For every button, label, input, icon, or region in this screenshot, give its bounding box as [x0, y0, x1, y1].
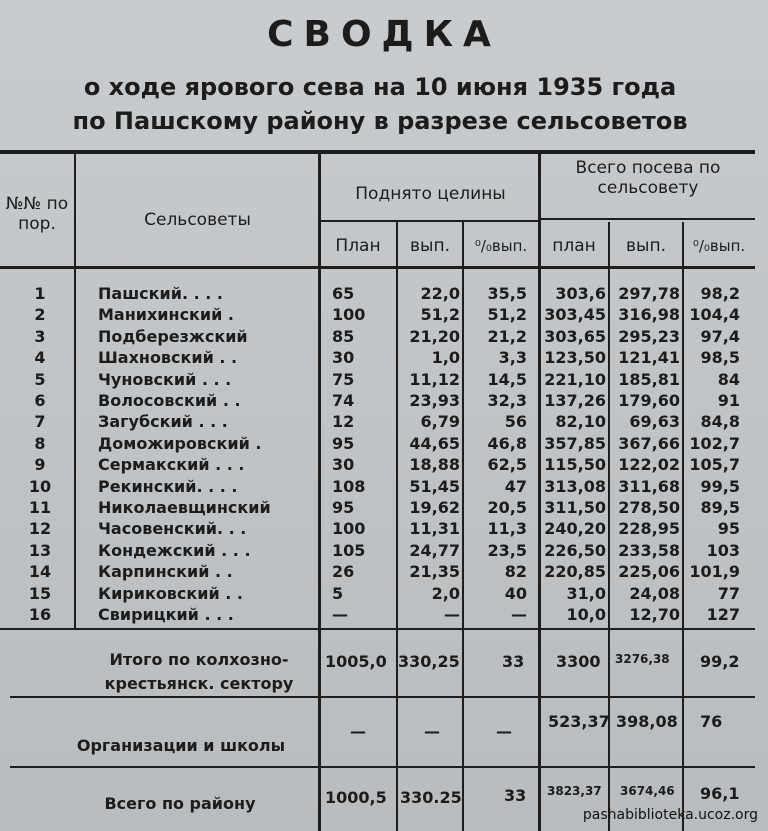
- table-row: [0, 454, 768, 475]
- cell-pct2: 101,9: [689, 562, 740, 582]
- cell-plan2: 137,26: [544, 391, 606, 410]
- header-pct2: ⁰/₀вып.: [692, 237, 746, 255]
- total2-bottom-rule: [10, 766, 755, 768]
- cell-name: Шахновский . .: [98, 348, 238, 368]
- cell-plan2: 220,85: [544, 562, 606, 582]
- total-district-vyp1: 330.25: [400, 788, 462, 807]
- cell-vyp2: 295,23: [618, 326, 680, 346]
- cell-vyp1: 11,12: [409, 369, 460, 389]
- cell-vyp2: 297,78: [618, 284, 680, 303]
- cell-pct1: —: [511, 605, 527, 624]
- cell-plan1: 12: [332, 412, 355, 432]
- cell-vyp1: 23,93: [409, 391, 460, 410]
- cell-plan2: 303,45: [544, 305, 606, 325]
- cell-plan2: 115,50: [544, 455, 606, 475]
- cell-vyp2: 233,58: [618, 540, 680, 560]
- cell-plan1: 85: [332, 326, 355, 346]
- table-row: [0, 583, 768, 604]
- cell-name: Часовенский. . .: [98, 519, 247, 539]
- cell-pct1: 56: [504, 412, 527, 432]
- cell-vyp1: 24,77: [409, 540, 460, 560]
- cell-name: Чуновский . . .: [98, 369, 232, 389]
- cell-plan2: 82,10: [555, 412, 606, 432]
- table-top-rule: [0, 150, 755, 154]
- cell-vyp2: 185,81: [618, 369, 680, 389]
- cell-pct2: 99,5: [700, 476, 740, 496]
- cell-vyp2: 228,95: [618, 519, 680, 539]
- page-subtitle: [60, 70, 700, 138]
- total-org-vyp1: —: [424, 722, 440, 741]
- total-org-plan1: —: [350, 722, 366, 741]
- cell-pct2: 98,5: [700, 348, 740, 368]
- total-kolkhoz-plan1: 1005,0: [325, 652, 387, 671]
- cell-name: Кириковский . .: [98, 583, 243, 603]
- table-row: [0, 304, 768, 325]
- cell-plan2: 240,20: [544, 519, 606, 539]
- cell-num: 16: [28, 605, 52, 624]
- cell-plan1: 108: [332, 476, 366, 496]
- cell-plan2: 311,50: [544, 498, 606, 517]
- cell-num: 3: [34, 326, 46, 346]
- cell-name: Сермакский . . .: [98, 455, 245, 475]
- cell-pct2: 103: [706, 540, 740, 560]
- cell-vyp1: 51,2: [420, 305, 460, 325]
- cell-plan1: 65: [332, 284, 355, 303]
- cell-plan2: 221,10: [544, 369, 606, 389]
- cell-name: Манихинский .: [98, 305, 234, 325]
- cell-plan1: 100: [332, 519, 366, 539]
- cell-plan1: 95: [332, 498, 355, 517]
- cell-pct2: 91: [717, 391, 740, 410]
- cell-vyp2: 121,41: [618, 348, 680, 368]
- cell-pct2: 127: [706, 605, 740, 624]
- cell-vyp2: 122,02: [618, 455, 680, 475]
- total-kolkhoz-plan2: 3300: [556, 652, 601, 671]
- table-row: [0, 476, 768, 497]
- header-vyp2: вып.: [626, 236, 666, 256]
- cell-vyp1: 18,88: [409, 455, 460, 475]
- cell-plan1: —: [332, 605, 348, 624]
- cell-num: 14: [28, 562, 52, 582]
- total-org-pct2: 76: [700, 712, 723, 731]
- cell-vyp1: 51,45: [409, 476, 460, 496]
- cell-pct2: 84,8: [700, 412, 740, 432]
- table-row: [0, 326, 768, 347]
- cell-plan1: 74: [332, 391, 355, 410]
- header-num: №№ по пор.: [5, 194, 69, 234]
- header-virgin: Поднято целины: [355, 184, 506, 204]
- total-org-vyp2: 398,08: [616, 712, 678, 731]
- cell-pct2: 102,7: [689, 433, 740, 453]
- page-title: СВОДКА: [267, 14, 501, 55]
- header-plan1: План: [335, 236, 381, 256]
- cell-pct2: 105,7: [689, 455, 740, 475]
- header-council: Сельсоветы: [144, 210, 251, 230]
- cell-pct2: 98,2: [700, 284, 740, 303]
- cell-name: Рекинский. . . .: [98, 476, 238, 496]
- table-row: [0, 433, 768, 454]
- cell-vyp1: 1,0: [431, 348, 460, 368]
- cell-plan2: 31,0: [566, 583, 606, 603]
- cell-pct2: 89,5: [700, 498, 740, 517]
- cell-pct1: 82: [504, 562, 527, 582]
- table-row: [0, 518, 768, 539]
- cell-pct1: 35,5: [487, 284, 527, 303]
- cell-plan1: 26: [332, 562, 355, 582]
- cell-name: Волосовский . .: [98, 391, 241, 410]
- cell-plan1: 75: [332, 369, 355, 389]
- cell-plan1: 95: [332, 433, 355, 453]
- cell-plan1: 5: [332, 583, 344, 603]
- cell-name: Карпинский . .: [98, 562, 233, 582]
- cell-plan2: 303,6: [555, 284, 606, 303]
- cell-vyp2: 69,63: [629, 412, 680, 432]
- total1-bottom-rule: [10, 696, 755, 698]
- cell-vyp1: 6,79: [420, 412, 460, 432]
- cell-plan2: 10,0: [566, 605, 606, 624]
- table-row: [0, 604, 768, 625]
- cell-name: Свирицкий . . .: [98, 605, 234, 624]
- cell-name: Кондежский . . .: [98, 540, 251, 560]
- cell-pct2: 104,4: [689, 305, 740, 325]
- cell-name: Пашский. . . .: [98, 284, 223, 303]
- cell-pct1: 14,5: [487, 369, 527, 389]
- cell-name: Загубский . . .: [98, 412, 228, 432]
- total-org-plan2: 523,37: [548, 712, 610, 731]
- cell-num: 8: [34, 433, 46, 453]
- total-district-vyp2: 3674,46: [620, 784, 675, 798]
- cell-num: 7: [34, 412, 46, 432]
- cell-plan1: 105: [332, 540, 366, 560]
- cell-vyp1: —: [444, 605, 460, 624]
- cell-plan2: 303,65: [544, 326, 606, 346]
- table-row: [0, 497, 768, 518]
- cell-plan2: 313,08: [544, 476, 606, 496]
- total-subheader-rule: [541, 218, 755, 220]
- cell-name: Подберезжский: [98, 326, 248, 346]
- cell-num: 12: [28, 519, 52, 539]
- cell-pct1: 47: [504, 476, 527, 496]
- subtitle-line-2: по Пашскому району в разрезе сельсоветов: [72, 107, 688, 135]
- cell-vyp2: 12,70: [629, 605, 680, 624]
- cell-num: 2: [34, 305, 46, 325]
- cell-pct1: 20,5: [487, 498, 527, 517]
- cell-pct1: 62,5: [487, 455, 527, 475]
- cell-plan2: 226,50: [544, 540, 606, 560]
- body-bottom-rule: [0, 628, 755, 630]
- cell-num: 10: [28, 476, 52, 496]
- total-kolkhoz-vyp2: 3276,38: [615, 652, 670, 666]
- header-vyp1: вып.: [410, 236, 450, 256]
- cell-num: 4: [34, 348, 46, 368]
- cell-pct2: 84: [717, 369, 740, 389]
- cell-vyp1: 21,20: [409, 326, 460, 346]
- cell-pct1: 23,5: [487, 540, 527, 560]
- total-district-plan2: 3823,37: [547, 784, 602, 798]
- cell-pct1: 51,2: [487, 305, 527, 325]
- cell-pct1: 3,3: [498, 348, 527, 368]
- total-district-pct1: 33: [504, 786, 527, 805]
- total-kolkhoz-pct1: 33: [502, 652, 525, 671]
- header-bottom-rule: [0, 266, 755, 269]
- cell-vyp1: 11,31: [409, 519, 460, 539]
- cell-pct1: 11,3: [487, 519, 527, 539]
- cell-num: 1: [34, 284, 46, 303]
- cell-plan2: 123,50: [544, 348, 606, 368]
- header-pct1: ⁰/₀вып.: [474, 237, 528, 255]
- cell-pct1: 21,2: [487, 326, 527, 346]
- cell-pct1: 46,8: [487, 433, 527, 453]
- cell-vyp2: 278,50: [618, 498, 680, 517]
- header-total-sown: Всего посева по сельсовету: [575, 158, 721, 198]
- total-kolkhoz-vyp1: 330,25: [398, 652, 460, 671]
- cell-vyp1: 19,62: [409, 498, 460, 517]
- total-kolkhoz-pct2: 99,2: [700, 652, 740, 671]
- cell-num: 15: [28, 583, 52, 603]
- cell-plan2: 357,85: [544, 433, 606, 453]
- total-org-label: Организации и школы: [76, 736, 286, 755]
- cell-num: 6: [34, 391, 46, 410]
- table-row: [0, 390, 768, 411]
- total-org-pct1: —: [496, 722, 512, 741]
- total-district-label: Всего по району: [104, 794, 256, 813]
- subtitle-line-1: о ходе ярового сева на 10 июня 1935 года: [83, 73, 677, 101]
- virgin-subheader-rule: [321, 220, 538, 222]
- cell-vyp1: 22,0: [420, 284, 460, 303]
- total-kolkhoz-label: Итого по колхозно-крестьянск. сектору: [104, 650, 294, 693]
- table-row: [0, 369, 768, 390]
- table-row: [0, 561, 768, 582]
- table-row: [0, 540, 768, 561]
- cell-plan1: 100: [332, 305, 366, 325]
- cell-num: 9: [34, 455, 46, 475]
- site-watermark: pashabiblioteka.ucoz.org: [582, 807, 758, 823]
- cell-num: 11: [28, 498, 52, 517]
- cell-name: Николаевщинский: [98, 498, 271, 517]
- cell-plan1: 30: [332, 455, 355, 475]
- table-row: [0, 347, 768, 368]
- cell-vyp1: 21,35: [409, 562, 460, 582]
- cell-pct1: 32,3: [487, 391, 527, 410]
- cell-vyp2: 367,66: [618, 433, 680, 453]
- header-plan2: план: [552, 236, 596, 256]
- cell-pct1: 40: [504, 583, 527, 603]
- cell-name: Доможировский .: [98, 433, 262, 453]
- cell-vyp2: 311,68: [618, 476, 680, 496]
- table-row: [0, 411, 768, 432]
- table-row: [0, 283, 768, 304]
- cell-pct2: 97,4: [700, 326, 740, 346]
- cell-pct2: 77: [717, 583, 740, 603]
- total-district-plan1: 1000,5: [325, 788, 387, 807]
- cell-vyp1: 44,65: [409, 433, 460, 453]
- cell-num: 13: [28, 540, 52, 560]
- total-district-pct2: 96,1: [700, 784, 740, 803]
- cell-vyp2: 179,60: [618, 391, 680, 410]
- cell-pct2: 95: [717, 519, 740, 539]
- cell-plan1: 30: [332, 348, 355, 368]
- cell-vyp2: 24,08: [629, 583, 680, 603]
- cell-vyp2: 225,06: [618, 562, 680, 582]
- cell-vyp1: 2,0: [431, 583, 460, 603]
- cell-vyp2: 316,98: [618, 305, 680, 325]
- cell-num: 5: [34, 369, 46, 389]
